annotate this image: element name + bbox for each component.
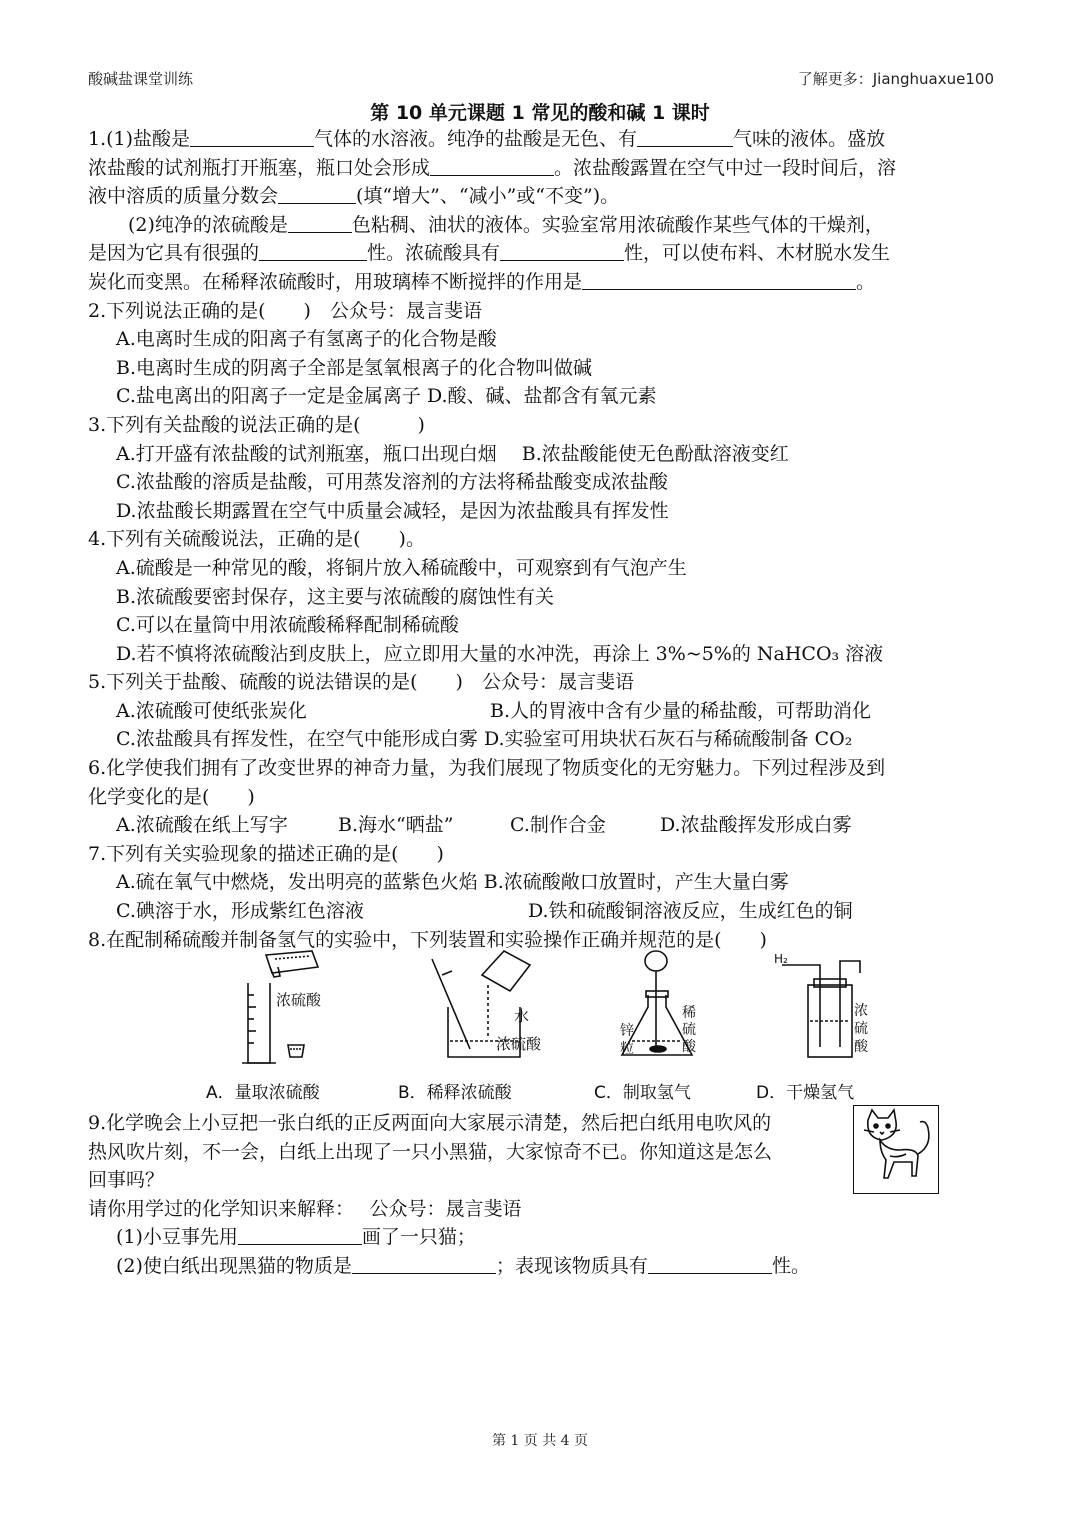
q2-option-b: B.电离时生成的阴离子全部是氢氧根离子的化合物叫做碱 xyxy=(116,356,593,379)
q7-option-d: D.铁和硫酸铜溶液反应，生成红色的铜 xyxy=(528,900,853,923)
answer-blank[interactable] xyxy=(190,126,314,147)
answer-blank[interactable] xyxy=(637,126,733,147)
q3-option-c: C.浓盐酸的溶质是盐酸，可用蒸发溶剂的方法将稀盐酸变成浓盐酸 xyxy=(116,471,668,494)
q4-option-d: D.若不慎将浓硫酸沾到皮肤上，应立即用大量的水冲洗，再涂上 3%~5%的 NaHCO₃ 溶液 xyxy=(116,642,884,665)
label-conc-acid-a: 浓硫酸 xyxy=(276,991,322,1009)
label-conc-acid-b: 浓硫酸 xyxy=(496,1035,542,1053)
label-dilute-3: 酸 xyxy=(682,1039,696,1055)
q6-options xyxy=(88,811,998,840)
q2-option-a: A.电离时生成的阳离子有氢离子的化合物是酸 xyxy=(116,328,497,351)
q5-option-cd: C.浓盐酸具有挥发性，在空气中能形成白雾 D.实验室可用块状石灰石与稀硫酸制备 CO₂ xyxy=(116,728,853,751)
q1-line2: 浓盐酸的试剂瓶打开瓶塞，瓶口处会形成 。浓盐酸露置在空气中过一段时间后，溶 xyxy=(88,156,897,179)
q5-option-a: A.浓硫酸可使纸张炭化 xyxy=(116,699,307,722)
label-dry-2: 硫 xyxy=(854,1021,868,1037)
label-water: 水 xyxy=(514,1007,530,1025)
q7-stem: 7.下列有关实验现象的描述正确的是( ) xyxy=(88,842,444,865)
answer-blank[interactable] xyxy=(500,240,624,261)
q6-option-c: C.制作合金 xyxy=(510,814,606,837)
q1-line4: (2)纯净的浓硫酸是 色粘稠、油状的液体。实验室常用浓硫酸作某些气体的干燥剂， xyxy=(128,213,884,236)
q4-option-a: A.硫酸是一种常见的酸，将铜片放入稀硫酸中，可观察到有气泡产生 xyxy=(116,556,687,579)
q9-line4: 请你用学过的化学知识来解释： 公众号：晟言斐语 xyxy=(88,1197,522,1220)
q5-option-ab xyxy=(88,697,998,726)
label-zinc-1: 锌 xyxy=(620,1023,634,1039)
q3-stem: 3.下列有关盐酸的说法正确的是( ) xyxy=(88,413,425,436)
answer-blank[interactable] xyxy=(238,1224,362,1245)
q9-sub1: (1)小豆事先用 画了一只猫； xyxy=(116,1226,476,1249)
label-dilute-1: 稀 xyxy=(682,1005,696,1021)
q6-option-a: A.浓硫酸在纸上写字 xyxy=(116,814,288,837)
header-left: 酸碱盐课堂训练 xyxy=(88,70,194,88)
cat-illustration xyxy=(853,1105,939,1194)
q6-line2: 化学变化的是( ) xyxy=(88,785,255,808)
label-zinc-2: 粒 xyxy=(620,1041,634,1057)
answer-blank[interactable] xyxy=(582,269,856,290)
answer-blank[interactable] xyxy=(430,155,554,176)
q5-option-b: B.人的胃液中含有少量的稀盐酸，可帮助消化 xyxy=(490,699,872,722)
q4-option-c: C.可以在量筒中用浓硫酸稀释配制稀硫酸 xyxy=(116,614,459,637)
q3-option-d: D.浓盐酸长期露置在空气中质量会减轻，是因为浓盐酸具有挥发性 xyxy=(116,499,669,522)
figure-d-drying-bottle xyxy=(782,961,860,1057)
caption-a: A．量取浓硫酸 xyxy=(206,1083,320,1103)
cat-icon xyxy=(854,1106,938,1193)
question-list xyxy=(88,125,998,954)
caption-b: B．稀释浓硫酸 xyxy=(398,1083,512,1103)
label-dry-1: 浓 xyxy=(854,1003,868,1019)
q1-line5: 是因为它具有很强的 性。浓硫酸具有 性，可以使布料、木材脱水发生 xyxy=(88,242,891,265)
label-dry-3: 酸 xyxy=(854,1039,868,1055)
q7-option-ab: A.硫在氧气中燃烧，发出明亮的蓝紫色火焰 B.浓硫酸敞口放置时，产生大量白雾 xyxy=(116,871,789,894)
q7-option-c: C.碘溶于水，形成紫红色溶液 xyxy=(116,900,364,923)
q6-option-d: D.浓盐酸挥发形成白雾 xyxy=(660,814,852,837)
answer-blank[interactable] xyxy=(278,183,356,204)
q1-line6: 炭化而变黑。在稀释浓硫酸时，用玻璃棒不断搅拌的作用是 。 xyxy=(88,270,876,293)
caption-d: D．干燥氢气 xyxy=(756,1083,855,1103)
q4-stem: 4.下列有关硫酸说法，正确的是( )。 xyxy=(88,528,425,551)
answer-blank[interactable] xyxy=(352,1253,496,1274)
q1-line1: 1.(1)盐酸是 气体的水溶液。纯净的盐酸是无色、有 气味的液体。盛放 xyxy=(88,128,886,150)
q6-line1: 6.化学使我们拥有了改变世界的神奇力量，为我们展现了物质变化的无穷魅力。下列过程涉及到 xyxy=(88,757,886,780)
caption-c: C．制取氢气 xyxy=(594,1083,691,1103)
header-right: 了解更多：Jianghuaxue100 xyxy=(797,70,994,88)
answer-blank[interactable] xyxy=(288,212,352,233)
q1-line3: 液中溶质的质量分数会 (填“增大”、“减小”或“不变”)。 xyxy=(88,185,620,208)
q9-line3: 回事吗？ xyxy=(88,1169,165,1192)
page-footer: 第 1 页 共 4 页 xyxy=(491,1433,589,1449)
answer-blank[interactable] xyxy=(259,240,367,261)
q2-stem: 2.下列说法正确的是( ) 公众号：晟言斐语 xyxy=(88,299,482,322)
q9-sub2: (2)使白纸出现黑猫的物质是 ；表现该物质具有 性。 xyxy=(116,1254,810,1277)
page-title: 第 10 单元课题 1 常见的酸和碱 1 课时 xyxy=(370,102,710,124)
label-dilute-2: 硫 xyxy=(682,1022,696,1038)
q3-option-ab: A.打开盛有浓盐酸的试剂瓶塞，瓶口出现白烟 B.浓盐酸能使无色酚酞溶液变红 xyxy=(116,442,789,465)
q5-stem: 5.下列关于盐酸、硫酸的说法错误的是( ) 公众号：晟言斐语 xyxy=(88,671,634,694)
q9-line1: 9.化学晚会上小豆把一张白纸的正反两面向大家展示清楚，然后把白纸用电吹风的 xyxy=(88,1112,772,1134)
q2-option-cd: C.盐电离出的阳离子一定是金属离子 D.酸、碱、盐都含有氧元素 xyxy=(116,385,657,408)
answer-blank[interactable] xyxy=(648,1253,772,1274)
q7-option-cd xyxy=(88,897,998,926)
q8-stem: 8.在配制稀硫酸并制备氢气的实验中，下列装置和实验操作正确并规范的是( ) xyxy=(88,928,767,951)
label-h2: H₂ xyxy=(774,952,788,966)
q4-option-b: B.浓硫酸要密封保存，这主要与浓硫酸的腐蚀性有关 xyxy=(116,585,555,608)
q8-apparatus-figures xyxy=(230,945,920,1070)
q9-line2: 热风吹片刻，不一会，白纸上出现了一只小黑猫，大家惊奇不已。你知道这是怎么 xyxy=(88,1140,773,1163)
q6-option-b: B.海水“晒盐” xyxy=(338,814,454,837)
